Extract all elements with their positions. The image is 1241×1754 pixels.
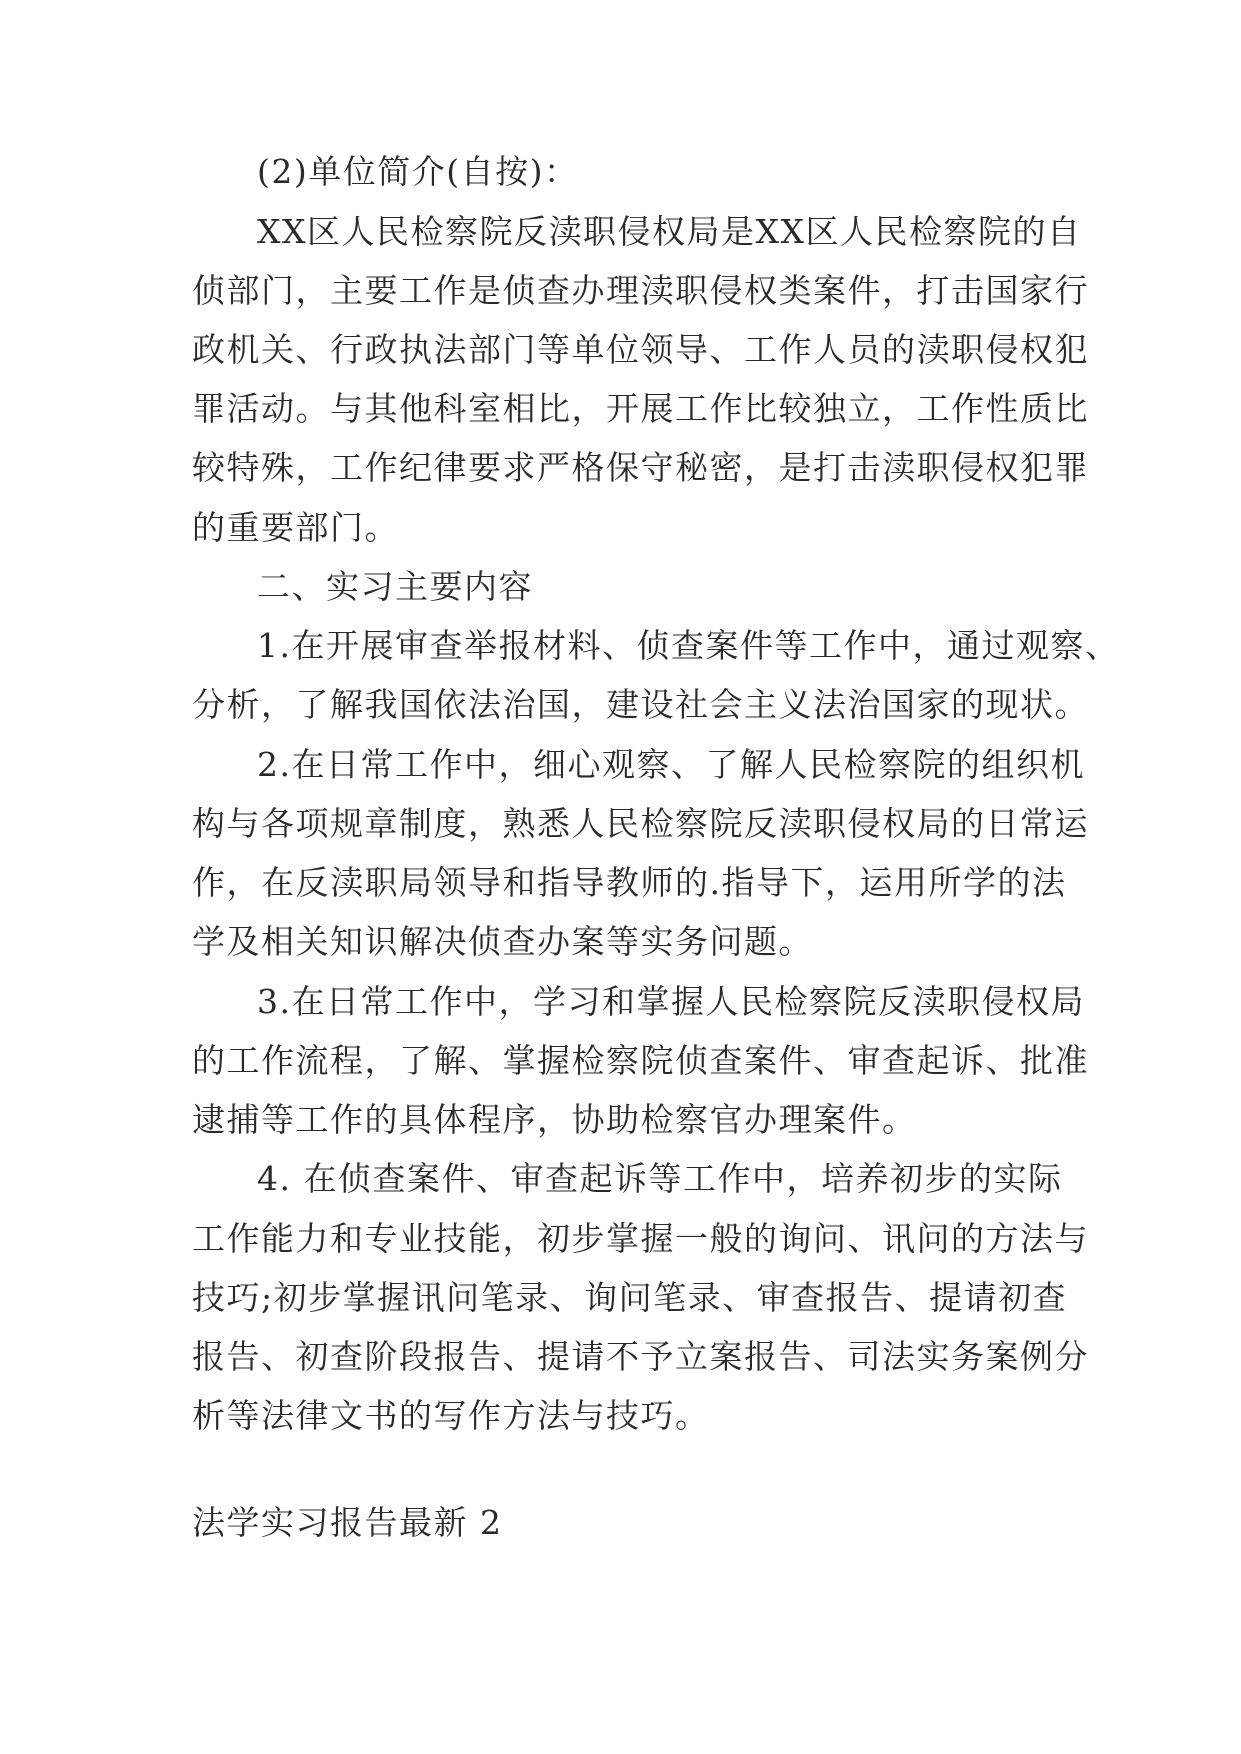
list-item-line: 2.在日常工作中，细心观察、了解人民检察院的组织机 bbox=[257, 745, 1085, 784]
section-subheading-unit-intro: (2)单位简介(自按)： bbox=[257, 152, 579, 191]
list-item-line: 逮捕等工作的具体程序，协助检察官办理案件。 bbox=[192, 1100, 917, 1139]
list-item-line: 工作能力和专业技能，初步掌握一般的询问、讯问的方法与 bbox=[192, 1219, 1089, 1258]
paragraph-line: XX区人民检察院反渎职侵权局是XX区人民检察院的自 bbox=[257, 212, 1082, 251]
list-item-line: 3.在日常工作中，学习和掌握人民检察院反渎职侵权局 bbox=[257, 982, 1085, 1021]
list-item-line: 分析，了解我国依法治国，建设社会主义法治国家的现状。 bbox=[192, 685, 1089, 724]
list-item-line: 构与各项规章制度，熟悉人民检察院反渎职侵权局的日常运 bbox=[192, 804, 1089, 843]
list-item-line: 4. 在侦查案件、审查起诉等工作中，培养初步的实际 bbox=[257, 1159, 1063, 1198]
section-heading-internship-content: 二、实习主要内容 bbox=[257, 567, 533, 606]
list-item-line: 析等法律文书的写作方法与技巧。 bbox=[192, 1396, 710, 1435]
list-item-line: 技巧;初步掌握讯问笔录、询问笔录、审查报告、提请初查 bbox=[192, 1278, 1068, 1317]
list-item-line: 学及相关知识解决侦查办案等实务问题。 bbox=[192, 922, 813, 961]
paragraph-line: 侦部门，主要工作是侦查办理渎职侵权类案件，打击国家行 bbox=[192, 271, 1089, 310]
list-item-line: 的工作流程，了解、掌握检察院侦查案件、审查起诉、批准 bbox=[192, 1041, 1089, 1080]
paragraph-line: 政机关、行政执法部门等单位领导、工作人员的渎职侵权犯 bbox=[192, 330, 1089, 369]
list-item-line: 报告、初查阶段报告、提请不予立案报告、司法实务案例分 bbox=[192, 1337, 1089, 1376]
list-item-line: 作，在反渎职局领导和指导教师的.指导下，运用所学的法 bbox=[192, 863, 1067, 902]
document-title-2: 法学实习报告最新 2 bbox=[192, 1503, 503, 1542]
paragraph-line: 较特殊，工作纪律要求严格保守秘密，是打击渎职侵权犯罪 bbox=[192, 448, 1089, 487]
paragraph-line: 的重要部门。 bbox=[192, 508, 399, 547]
list-item-line: 1.在开展审查举报材料、侦查案件等工作中，通过观察、 bbox=[257, 626, 1120, 665]
paragraph-line: 罪活动。与其他科室相比，开展工作比较独立，工作性质比 bbox=[192, 389, 1089, 428]
